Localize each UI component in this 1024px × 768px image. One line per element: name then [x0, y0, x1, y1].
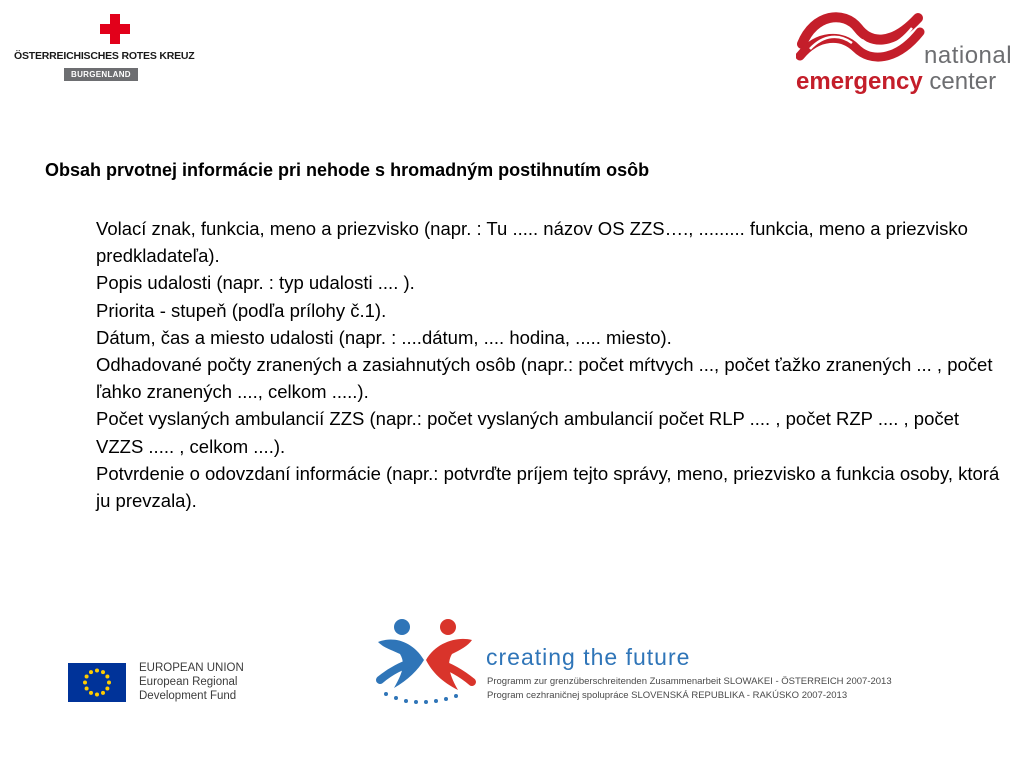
content-item-casualty-estimates: Odhadované počty zranených a zasiahnutých osôb (napr.: počet mŕtvych ..., počet ťažko zranených ... , počet ľahko zranených ...., celkom .....).: [96, 354, 993, 403]
eu-line-3: Development Fund: [139, 690, 237, 702]
red-cross-icon: [100, 14, 130, 44]
eu-line-2: European Regional: [139, 676, 238, 688]
nec-national-text: national: [924, 42, 1013, 69]
content-item-event-description: Popis udalosti (napr. : typ udalosti .... ).: [96, 272, 415, 294]
content-item-call-sign: Volací znak, funkcia, meno a priezvisko (napr. : Tu ..... názov OS ZZS…., ......... funkcia, meno a priezvisko predkladateľa).: [96, 218, 968, 267]
ctf-program-line-2: Program cezhraničnej spolupráce SLOVENSKÁ REPUBLIKA - RAKÚSKO 2007-2013: [487, 690, 848, 701]
nec-center-text: center: [922, 68, 997, 95]
content-list: [96, 215, 1001, 514]
nec-logo: [792, 10, 1017, 96]
nec-emergency-text: emergency: [796, 68, 923, 95]
eu-flag-icon: [68, 663, 126, 702]
eu-logo: [68, 661, 268, 705]
content-item-date-time-place: Dátum, čas a miesto udalosti (napr. : ....dátum, .... hodina, ..... miesto).: [96, 326, 672, 348]
creating-the-future-logo: [372, 614, 972, 714]
red-cross-logo: [12, 12, 202, 84]
content-item-confirmation: Potvrdenie o odovzdaní informácie (napr.: potvrďte príjem tejto správy, meno, priezvisko a funkcia osoby, ktorá ju prevzala).: [96, 462, 1000, 512]
red-cross-region: BURGENLAND: [64, 68, 138, 81]
content-item-priority: Priorita - stupeň (podľa prílohy č.1).: [96, 299, 387, 321]
figures-icon: [372, 614, 482, 706]
content-item-ambulances-dispatched: Počet vyslaných ambulancií ZZS (napr.: počet vyslaných ambulancií počet RLP .... , počet RZP .... , počet VZZS ..... , celkom ....).: [96, 408, 960, 457]
ctf-title: creating the future: [486, 644, 691, 670]
eu-line-1: EUROPEAN UNION: [139, 662, 244, 674]
nec-bottom-line: [796, 68, 996, 96]
red-cross-name: ÖSTERREICHISCHES ROTES KREUZ: [14, 50, 195, 62]
nec-swoosh-icon: [796, 10, 926, 68]
page-heading: Obsah prvotnej informácie pri nehode s hromadným postihnutím osôb: [45, 160, 650, 180]
eu-text: [139, 661, 244, 703]
eu-stars-icon: [68, 663, 126, 702]
ctf-program-line-1: Programm zur grenzüberschreitenden Zusammenarbeit SLOWAKEI - ÖSTERREICH 2007-2013: [487, 676, 892, 687]
